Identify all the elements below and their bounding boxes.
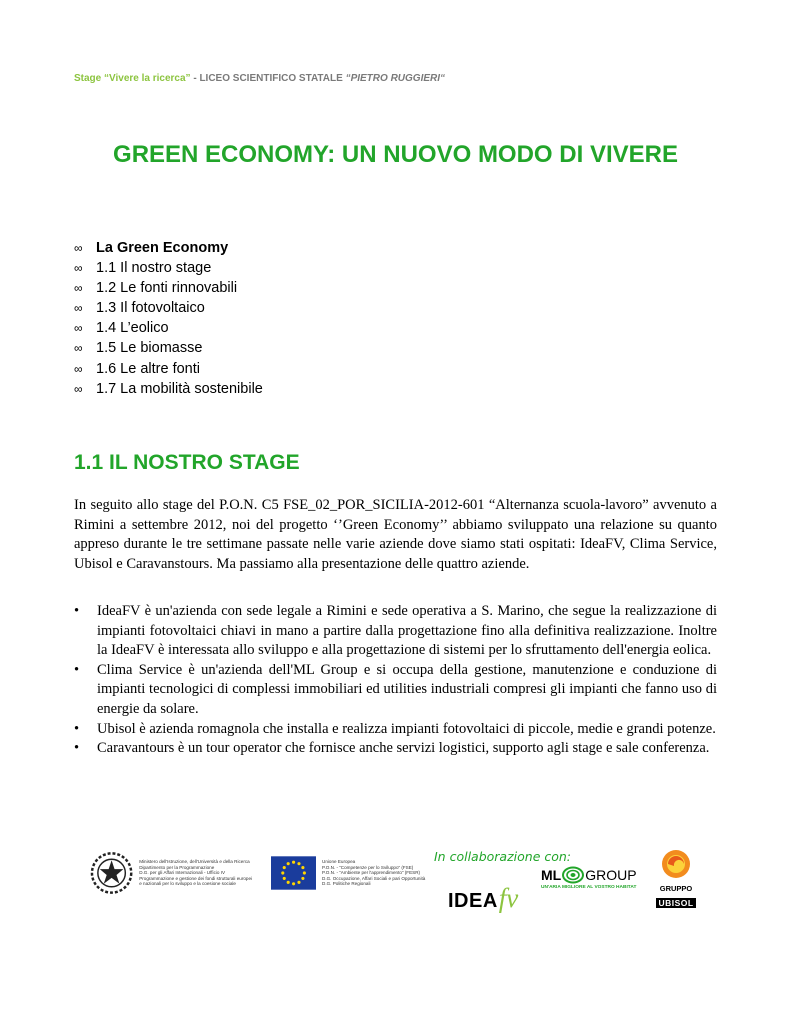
toc-item-label: 1.2 Le fonti rinnovabili [96,280,238,297]
toc-item-label: 1.6 Le altre fonti [96,360,200,377]
eu-line: Unione Europea [322,859,356,865]
italian-republic-emblem-icon [90,851,133,895]
eu-line: D.G. Politiche Regionali [322,881,371,887]
mlgroup-logo-group: GROUP [585,867,637,883]
infinity-bullet-icon: ∞ [74,361,83,376]
infinity-bullet-icon: ∞ [74,301,83,316]
european-union-flag-icon [271,856,316,890]
header-separator: - [190,73,200,84]
infinity-bullet-icon: ∞ [74,281,83,296]
eu-line: D.G. Occupazione, Affari Sociali e pari Opportunità [322,875,426,881]
table-of-contents [74,238,263,399]
bullet-dot-icon: • [74,740,80,757]
funding-logos-banner [90,848,430,898]
toc-item-label: La Green Economy [96,240,229,256]
eu-text [322,859,430,887]
bullet-dot-icon: • [74,603,80,619]
document-title: GREEN ECONOMY: UN NUOVO MODO DI VIVERE [113,141,678,168]
ministry-line: Dipartimento per la Programmazione [139,864,215,870]
toc-item[interactable] [74,258,263,278]
toc-item-label: 1.1 Il nostro stage [96,260,212,277]
company-description: Clima Service è un'azienda dell'ML Group e si occupa della gestione, manutenzione e conduzione di impianti tecnologici di complessi immobiliari ed utilities industriali compresi gli impianti che fanno uso di energie da solare. [97,661,717,717]
ideafv-logo-idea: IDEA [448,890,498,912]
ideafv-logo [448,883,518,914]
section-heading: 1.1 IL NOSTRO STAGE [74,451,300,474]
company-list-item [74,739,717,759]
toc-item[interactable] [74,318,263,338]
toc-item-label: 1.4 L’eolico [96,320,169,337]
collaboration-label: In collaborazione con: [434,849,572,864]
infinity-bullet-icon: ∞ [74,241,83,255]
toc-item-label: 1.5 Le biomasse [96,340,203,357]
header-school-namesake: “PIETRO RUGGIERI“ [345,73,446,84]
mlgroup-logo [541,866,637,890]
toc-item-label: 1.7 La mobilità sostenibile [96,380,263,397]
infinity-bullet-icon: ∞ [74,341,83,356]
mlgroup-tagline: UN'ARIA MIGLIORE AL VOSTRO HABITAT [541,885,637,890]
toc-item[interactable] [74,278,263,298]
company-list [74,602,717,759]
infinity-bullet-icon: ∞ [74,381,83,396]
toc-item[interactable] [74,359,263,379]
infinity-bullet-icon: ∞ [74,321,83,336]
header-school-name: LICEO SCIENTIFICO STATALE [199,73,346,84]
company-list-item [74,720,717,740]
company-list-item [74,661,717,720]
bullet-dot-icon: • [74,720,80,737]
ministry-line: Programmazione e gestione dei fondi strutturali europei [139,875,253,881]
running-header [74,73,445,84]
company-description: Ubisol è azienda romagnola che installa e realizza impianti fotovoltaici di piccole, medie e grandi potenze. [97,720,716,737]
ministry-line: e nazionali per lo sviluppo e la coesione sociale [139,881,236,887]
toc-item-label: 1.3 Il fotovoltaico [96,300,205,317]
toc-item[interactable] [74,338,263,358]
ministry-line: D.G. per gli Affari Internazionali - Ufficio IV [139,870,226,876]
company-description: Caravantours è un tour operator che fornisce anche servizi logistici, supporto agli stage e sale conferenza. [97,740,710,757]
eu-line: P.O.N. - “Competenze per lo Sviluppo” (FSE) [322,864,414,870]
ubisol-logo [652,848,700,911]
bullet-dot-icon: • [74,661,80,678]
toc-item[interactable] [74,379,263,399]
mlgroup-logo-ml: ML [541,867,562,883]
ubisol-name-label: UBISOL [658,898,694,908]
eu-line: P.O.N. - “Ambiente per l'apprendimento” (FESR) [322,870,421,876]
toc-item[interactable] [74,238,263,258]
infinity-bullet-icon: ∞ [74,261,83,276]
sun-swirl-icon [658,848,694,880]
header-stage-title: Stage “Vivere la ricerca” [74,73,191,84]
company-description: IdeaFV è un'azienda con sede legale a Rimini e sede operativa a S. Marino, che segue la realizzazione di impianti fotovoltaici chiavi in mano a partire dalla progettazione fino alla definitiva realizzazione. Inoltre la IdeaFV è interessata allo sviluppo e alla progettazione di sistemi per lo sfruttamento dell'energia eolica. [97,603,717,659]
ministry-line: Ministero dell'Istruzione, dell'Università e della Ricerca [139,859,250,865]
swirl-icon [562,866,584,884]
toc-item[interactable] [74,298,263,318]
ideafv-logo-fv: fv [498,883,519,913]
ubisol-gruppo-label: GRUPPO [659,884,693,893]
ministry-text [139,859,265,887]
company-list-item [74,602,717,661]
intro-paragraph: In seguito allo stage del P.O.N. C5 FSE_02_POR_SICILIA-2012-601 “Alternanza scuola-lavoro” avvenuto a Rimini a settembre 2012, noi del progetto ‘’Green Economy’’ abbiamo sviluppato una relazione su quanto appreso durante le tre settimane passate nelle varie aziende dove siamo stati ospitati: IdeaFV, Clima Service, Ubisol e Caravanstours. Ma passiamo alla presentazione delle quattro aziende. [74,497,717,572]
